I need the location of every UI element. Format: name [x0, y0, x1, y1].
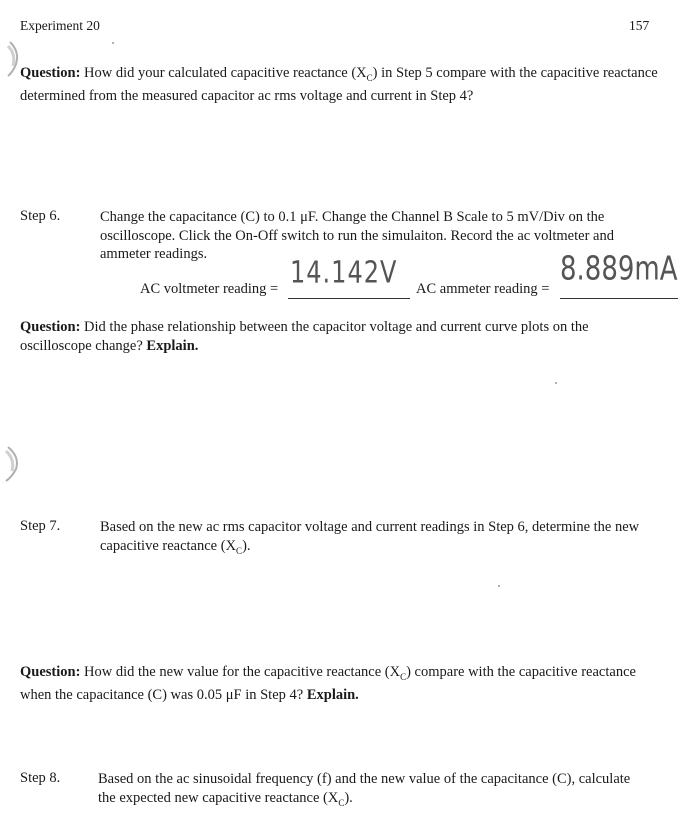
subscript: C — [366, 72, 373, 83]
step-8-label: Step 8. — [20, 770, 61, 786]
scan-speck — [555, 382, 557, 384]
question-2 — [20, 318, 660, 355]
subscript: C — [338, 797, 345, 808]
step-7-label: Step 7. — [20, 518, 61, 534]
question-emphasis: Explain. — [306, 687, 359, 704]
question-text: How did your calculated capacitive reactance (X — [84, 65, 367, 81]
step-6-label: Step 6. — [20, 208, 61, 224]
ammeter-label: AC ammeter reading = — [416, 281, 550, 297]
step-7-body: Based on the new ac rms capacitor voltage and current readings in Step 6, determine the new capacitive reactance (X — [100, 519, 640, 554]
ammeter-answer-blank[interactable] — [560, 250, 678, 299]
ammeter-handwritten-value: 8.889mA — [560, 250, 678, 288]
subscript: C — [236, 545, 243, 556]
question-text: Did the phase relationship between the capacitor voltage and current curve plots on the oscilloscope change? — [20, 319, 589, 354]
question-text-cont: ) in Step 5 compare with the capacitive reactance determined from the measured capacitor ac rms voltage and current in Step 4? — [20, 65, 658, 105]
step-7-body-cont: ). — [242, 537, 251, 554]
step-6-text: Change the capacitance (C) to 0.1 μF. Change the Channel B Scale to 5 mV/Div on the oscilloscope. Click the On-Off switch to run the simulaiton. Record the ac voltmeter and ammeter readings. — [100, 209, 614, 262]
question-text: How did the new value for the capacitive reactance (X — [84, 664, 401, 680]
scan-speck — [498, 585, 500, 587]
question-label: Question: — [20, 664, 81, 680]
question-1 — [20, 64, 660, 106]
question-3 — [20, 663, 660, 705]
question-emphasis: Explain. — [146, 337, 199, 354]
voltmeter-label: AC voltmeter reading = — [140, 281, 279, 297]
running-header-left: Experiment 20 — [20, 18, 100, 33]
step-7-text — [100, 518, 648, 560]
binder-hole-mark — [2, 443, 24, 485]
step-8-body: Based on the ac sinusoidal frequency (f) and the new value of the capacitance (C), calculate the expected new capacitive reactance (X — [98, 771, 631, 806]
scan-speck — [112, 42, 114, 44]
voltmeter-handwritten-value: 14.142V — [290, 255, 398, 290]
step-8-body-cont: ). — [344, 789, 353, 806]
subscript: C — [400, 671, 407, 682]
question-label: Question: — [20, 65, 81, 81]
step-8-text — [98, 770, 646, 812]
page-number: 157 — [629, 18, 650, 33]
question-label: Question: — [20, 319, 81, 335]
voltmeter-answer-blank[interactable] — [288, 255, 410, 299]
question-text-cont: ) compare with the capacitive reactance when the capacitance (C) was 0.05 μF in Step 4? — [20, 664, 636, 704]
